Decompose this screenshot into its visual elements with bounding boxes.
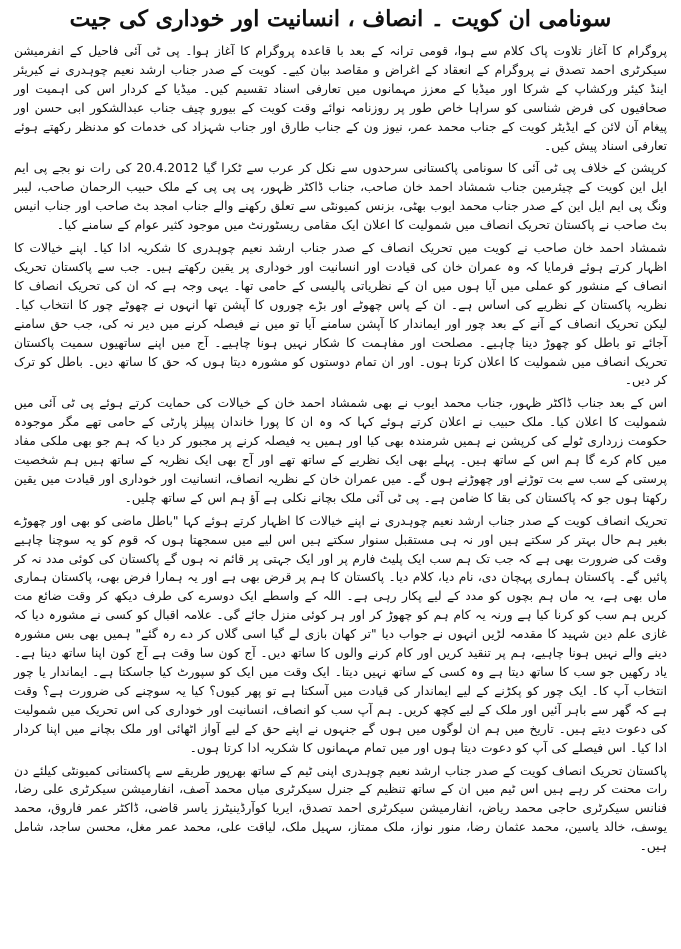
article-title: سونامی ان کویت ۔ انصاف ، انسانیت اور خوداری کی جیت [69, 6, 612, 32]
article-paragraph-2: کرپشن کے خلاف پی ٹی آئی کا سونامی پاکستانی سرحدوں سے نکل کر عرب سے ٹکرا گیا 20.4.2012 کی رات نو بجے پی ایم ایل این کویت کے چیئرمین جناب شمشاد احمد خان صاحب، جناب ڈاکٹر ظہور، پی پی پی کے ملک حبیب الرحمان صاحب، لیبر ونگ پی ایم ایل این کے صدر جناب محمد ایوب بھٹی، بزنس کمیونٹی سے تعلق رکھنے والے جناب امجد بٹ صاحب اور جناب انیس بٹ صاحب نے پاکستان تحریک انصاف میں شمولیت کا اعلان ایک مقامی ریسٹورنٹ میں موجود کثیر عوام کے سامنے کیا۔ [14, 161, 667, 233]
article-paragraph-1: پروگرام کا آغاز تلاوت پاک کلام سے ہوا، قومی ترانہ کے بعد با قاعدہ پروگرام کا آغاز ہوا۔ پی ٹی آئی فاحیل کے انفرمیشن سیکرٹری احمد تصدق نے پروگرام کے انعقاد کے اغراض و مقاصد بیان کیے۔ کویت کے صدر جناب ارشد نعیم چوہدری نے کیریئر اینڈ کیئر ورکشاپ کے شرکا اور میڈیا کے معزز مہمانوں میں تعارفی اسناد تقسیم کیں۔ میڈیا کے کردار اس کی اہمیت اور صحافیوں کی فرض شناسی کو سراہا خاص طور پر روزنامہ نوائے وقت کویت کے بیورو چیف جناب عبدالشکور ابی حسن اور پیغام آن لائن کے ایڈیٹر کویت کے جناب محمد عمر، نیوز ون کے جناب طارق اور جناب شہزاد کی خدمات کو مدنظر رکھتے ہوئے تعارفی اسناد پیش کیں۔ [14, 44, 667, 153]
article-paragraph-3: شمشاد احمد خان صاحب نے کویت میں تحریک انصاف کے صدر جناب ارشد نعیم چوہدری کا شکریہ ادا کیا۔ اپنے خیالات کا اظہار کرتے ہوئے فرمایا کہ وہ عمران خان کی قیادت اور انسانیت اور خوداری پر یقین رکھتے ہیں۔ جب سے پاکستان تحریک انصاف کے منشور کو عملی میں آیا ہوں میں ان کے نظریاتی پالیسی کے حامی تھا۔ یہی وجہ ہے کہ ان کی تحریک انصاف کا نظریہ پاکستان کے نظریے کی اساس ہے۔ ان کے پاس چھوٹے اور بڑے چوروں کا آپشن تھا انہوں نے چھوٹے چور کا انتخاب کیا۔ لیکن تحریک انصاف کے آنے کے بعد چور اور ایماندار کا آپشن سامنے آیا تو میں نے فیصلہ کرنے میں دیر نہ کی، جب حق سامنے آجائے تو باطل کو چھوڑ دینا چاہیے۔ مصلحت اور مفاہمت کا شکار نہیں ہونا چاہیے۔ آج میں اپنے ساتھیوں سمیت پاکستان تحریک انصاف میں شمولیت کا اعلان کرتا ہوں۔ اور ان تمام دوستوں کو مشورہ دیتا ہوں کہ حق کا ساتھ دیں۔ باطل کو ترک کر دیں۔ [14, 241, 667, 388]
article-paragraph-5: تحریک انصاف کویت کے صدر جناب ارشد نعیم چوہدری نے اپنے خیالات کا اظہار کرتے ہوئے کہا "باطل ماضی کو بھی اور چھوڑے بغیر ہم حال بہتر کر سکتے ہیں اور نہ ہی مستقبل سنوار سکتے ہیں اس لیے میں سمجھتا ہوں کہ قوم کو یہ سوچنا چاہیے وقت کی ضرورت بھی ہے کہ جب تک ہم سب ایک پلیٹ فارم پر اور ایک جہتی پر قائم نہ ہوں گے پاکستان کی کوئی مدد نہ کر پائیں گے۔ پاکستان ہماری پہچان دی، نام دیا، کلام دیا۔ پاکستان کا ہم پر قرض بھی ہے اور یہ ہمارا فرض بھی، پاکستان ہماری ماں بھی ہے، یہ ماں ہم بچوں کو مدد کے لیے پکار رہی ہے۔ اللہ کے واسطے ایک دوسرے کی طرف دیکھ کر وقت ضائع مت کریں ہم سب کو کرنا کیا ہے ورنہ یہ کام ہم کو چھوڑ کر اور ہر کوئی منزل جائے گی۔ علامہ اقبال کو کسی نے مشورہ دیا کہ غازی علم دین شہید کا مقدمہ لڑیں انہوں نے جواب دیا "تر کھان بازی لے گیا اسی گلاں کر دے رہ گئے" ہمیں بھی بس مشورہ دینے والے نہیں ہونا چاہیے، ہم پر تنقید کریں اور کام کرنے والوں کا ساتھ دیں۔ آج کون سا وقت ہے آج کون اپنا ساتھ دینا ہے۔ یاد رکھیں جو سب کا ساتھ دیتا ہے وہ کسی کے ساتھ نہیں دیتا۔ ایک وقت میں ایک کو سپورٹ کیا جاسکتا ہے۔ ایماندار یا چور انتخاب آپ کا۔ ایک چور کو پکڑنے کے لیے ایماندار کی قیادت میں آسکتا ہے تو پھر کیوں؟ کیا یہ سوچنے کی ضرورت ہے؟ وقت ہے کہ گھر سے باہر آئیں اور ملک کے لیے کچھ کریں۔ ہم آپ سب کو انصاف، انسانیت اور خوداری کی اس تحریک میں شمولیت کی دعوت دیتے ہیں۔ تاریخ میں ہم ان لوگوں میں ہوں گے جنہوں نے اپنے حق کے لیے آواز اٹھائی اور ملک بچانے میں اپنا کردار ادا کیا۔ اس فیصلے کی آپ کو دعوت دیتا ہوں اور میں تمام مہمانوں کا شکریہ ادا کرتا ہوں۔ [14, 513, 667, 755]
article-paragraph-6: پاکستان تحریک انصاف کویت کے صدر جناب ارشد نعیم چوہدری اپنی ٹیم کے ساتھ بھرپور طریقے سے پاکستانی کمیونٹی کیلئے دن رات محنت کر رہے ہیں اس ٹیم میں ان کے ساتھ تنظیم کے جنرل سیکرٹری میاں محمد آصف، انفارمیشن سیکرٹری علی رضا، فنانس سیکرٹری حاجی محمد ریاض، انفارمیشن سیکرٹری احمد تصدق، ایریا کوآرڈینیٹرز یاسر قاضی، ڈاکٹر عمر فاروق، محمد یوسف، خالد یاسین، محمد عثمان رضا، منور نواز، ملک ممتاز، سہیل ملک، لیاقت علی، محمد عمر مغل، محسن ساجد، شامل ہیں۔ [14, 763, 667, 854]
article-paragraph-4: اس کے بعد جناب ڈاکٹر ظہور، جناب محمد ایوب نے بھی شمشاد احمد خان کے خیالات کی حمایت کرتے ہوئے پی ٹی آئی میں شمولیت کا اعلان کیا۔ ملک حبیب نے اعلان کرتے ہوئے کہا کہ وہ ان کا پورا خاندان پیپلز پارٹی کے حامی تھے مگر موجودہ حکومت زرداری ٹولے کی کرپشن نے ہمیں شرمندہ بھی کیا اور ہمیں یہ فیصلہ کرنے پر مجبور کر دیا کہ ہم جو بھی ملکی مفاد میں کام کرے گا ہم اس کے ساتھ ہیں۔ پہلے بھی ایک نظریے کے ساتھ تھے اور آج بھی ایک نظریہ کے ساتھ ہیں ہم شخصیت پرستی کے سب سے بت توڑنے اور چھوڑنے ہوں گے۔ میں عمران خان کے نظریہ انصاف، انسانیت اور خوداری اور قیادت میں یقین رکھتا ہوں جو کہ پاکستان کی بقا کا ضامن ہے۔ پی ٹی آئی ملک بچانے نکلی ہے آؤ ہم اس کے ساتھ چلیں۔ [13, 396, 667, 505]
